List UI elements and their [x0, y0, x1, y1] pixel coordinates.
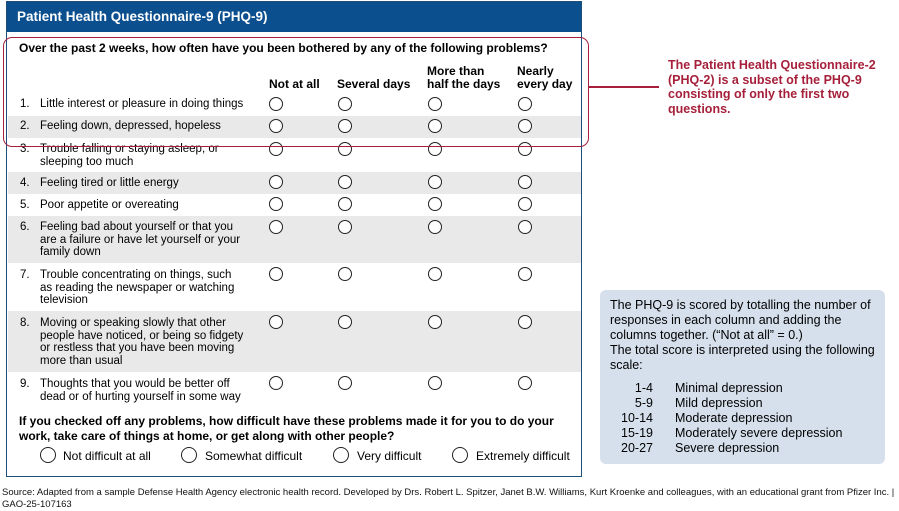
scoring-box [600, 290, 885, 464]
column-header-not-at-all: Not at all [269, 77, 320, 91]
question-number: 5. [20, 199, 30, 211]
question-text: Trouble falling or staying asleep, or sleeping too much [40, 143, 219, 168]
score-label: Severe depression [675, 441, 780, 455]
score-range: 20-27 [621, 441, 653, 455]
score-range: 1-4 [634, 381, 653, 395]
difficulty-not-difficult-radio[interactable] [40, 447, 56, 463]
difficulty-prompt: If you checked off any problems, how difficult have these problems made it for you to do your work, take care of things at home, or get along with other people? [19, 414, 554, 443]
difficulty-very-label: Very difficult [357, 449, 422, 463]
q6-nearly-every-day-radio[interactable] [518, 220, 532, 234]
question-text: Little interest or pleasure in doing things [40, 98, 244, 110]
q5-not-at-all-radio[interactable] [269, 197, 283, 211]
question-number: 3. [20, 143, 30, 155]
q8-more-than-half-radio[interactable] [428, 315, 442, 329]
q6-more-than-half-radio[interactable] [428, 220, 442, 234]
q6-several-days-radio[interactable] [338, 220, 352, 234]
column-header-nearly-every-day: Nearly every day [517, 64, 573, 91]
difficulty-not-difficult-label: Not difficult at all [63, 449, 151, 463]
q4-not-at-all-radio[interactable] [269, 175, 283, 189]
form-prompt: Over the past 2 weeks, how often have you been bothered by any of the following problems? [19, 41, 548, 55]
difficulty-extremely-radio[interactable] [452, 447, 468, 463]
q9-not-at-all-radio[interactable] [269, 376, 283, 390]
q5-nearly-every-day-radio[interactable] [518, 197, 532, 211]
score-label: Mild depression [675, 396, 763, 410]
question-text: Feeling bad about yourself or that you are a failure or have let yourself or your family down [40, 221, 241, 258]
q5-more-than-half-radio[interactable] [428, 197, 442, 211]
score-scale-row [610, 411, 875, 426]
score-range: 10-14 [621, 411, 653, 425]
score-label: Minimal depression [675, 381, 783, 395]
column-header-several-days: Several days [337, 77, 411, 91]
score-range: 15-19 [621, 426, 653, 440]
q8-not-at-all-radio[interactable] [269, 315, 283, 329]
score-scale-row [610, 426, 875, 441]
q4-nearly-every-day-radio[interactable] [518, 175, 532, 189]
question-text: Thoughts that you would be better off dead or of hurting yourself in some way [40, 378, 241, 403]
question-number: 9. [20, 378, 30, 390]
source-note: Source: Adapted from a sample Defense Health Agency electronic health record. Developed by Drs. Robert L. Spitzer, Janet B.W. Williams, Kurt Kroenke and colleagues, with an educational grant from Pfizer Inc. | GAO-25-107163 [2, 487, 895, 510]
q9-more-than-half-radio[interactable] [428, 376, 442, 390]
q7-nearly-every-day-radio[interactable] [518, 267, 532, 281]
q4-more-than-half-radio[interactable] [428, 175, 442, 189]
column-header-more-than-half: More than half the days [427, 64, 501, 91]
question-row-4 [8, 172, 581, 194]
score-range: 5-9 [634, 396, 653, 410]
q5-several-days-radio[interactable] [338, 197, 352, 211]
question-text: Moving or speaking slowly that other people have noticed, or being so fidgety or restless that you have been moving more than usual [40, 317, 244, 367]
q7-more-than-half-radio[interactable] [428, 267, 442, 281]
question-row-5 [8, 194, 581, 216]
question-number: 8. [20, 317, 30, 329]
score-scale-row [610, 381, 875, 396]
q6-not-at-all-radio[interactable] [269, 220, 283, 234]
phq2-callout: The Patient Health Questionnaire-2 (PHQ-2) is a subset of the PHQ-9 consisting of only the first two questions. [668, 58, 876, 116]
question-row-8 [8, 311, 581, 372]
difficulty-somewhat-label: Somewhat difficult [205, 449, 303, 463]
question-number: 1. [20, 98, 30, 110]
q9-nearly-every-day-radio[interactable] [518, 376, 532, 390]
question-number: 4. [20, 177, 30, 189]
q4-several-days-radio[interactable] [338, 175, 352, 189]
question-text: Poor appetite or overeating [40, 199, 179, 211]
q7-several-days-radio[interactable] [338, 267, 352, 281]
scoring-intro: The PHQ-9 is scored by totalling the number of responses in each column and adding the columns together. (“Not at all” = 0.) [610, 298, 871, 342]
question-row-6 [8, 216, 581, 263]
scoring-interpretation: The total score is interpreted using the following scale: [610, 343, 875, 372]
score-scale [610, 381, 875, 456]
q9-several-days-radio[interactable] [338, 376, 352, 390]
score-label: Moderately severe depression [675, 426, 843, 440]
score-scale-row [610, 396, 875, 411]
callout-connector-line [589, 86, 659, 88]
question-number: 6. [20, 221, 30, 233]
difficulty-somewhat-radio[interactable] [181, 447, 197, 463]
question-number: 2. [20, 120, 30, 132]
question-row-7 [8, 263, 581, 311]
q8-several-days-radio[interactable] [338, 315, 352, 329]
score-label: Moderate depression [675, 411, 793, 425]
difficulty-very-radio[interactable] [333, 447, 349, 463]
phq2-highlight-box [3, 37, 589, 147]
question-row-9 [8, 372, 581, 406]
score-scale-row [610, 441, 875, 456]
question-text: Trouble concentrating on things, such as reading the newspaper or watching television [40, 269, 235, 306]
question-number: 7. [20, 269, 30, 281]
q8-nearly-every-day-radio[interactable] [518, 315, 532, 329]
form-title: Patient Health Questionnaire-9 (PHQ-9) [7, 2, 581, 32]
question-text: Feeling down, depressed, hopeless [40, 120, 221, 132]
question-text: Feeling tired or little energy [40, 177, 179, 189]
q7-not-at-all-radio[interactable] [269, 267, 283, 281]
difficulty-extremely-label: Extremely difficult [476, 449, 570, 463]
